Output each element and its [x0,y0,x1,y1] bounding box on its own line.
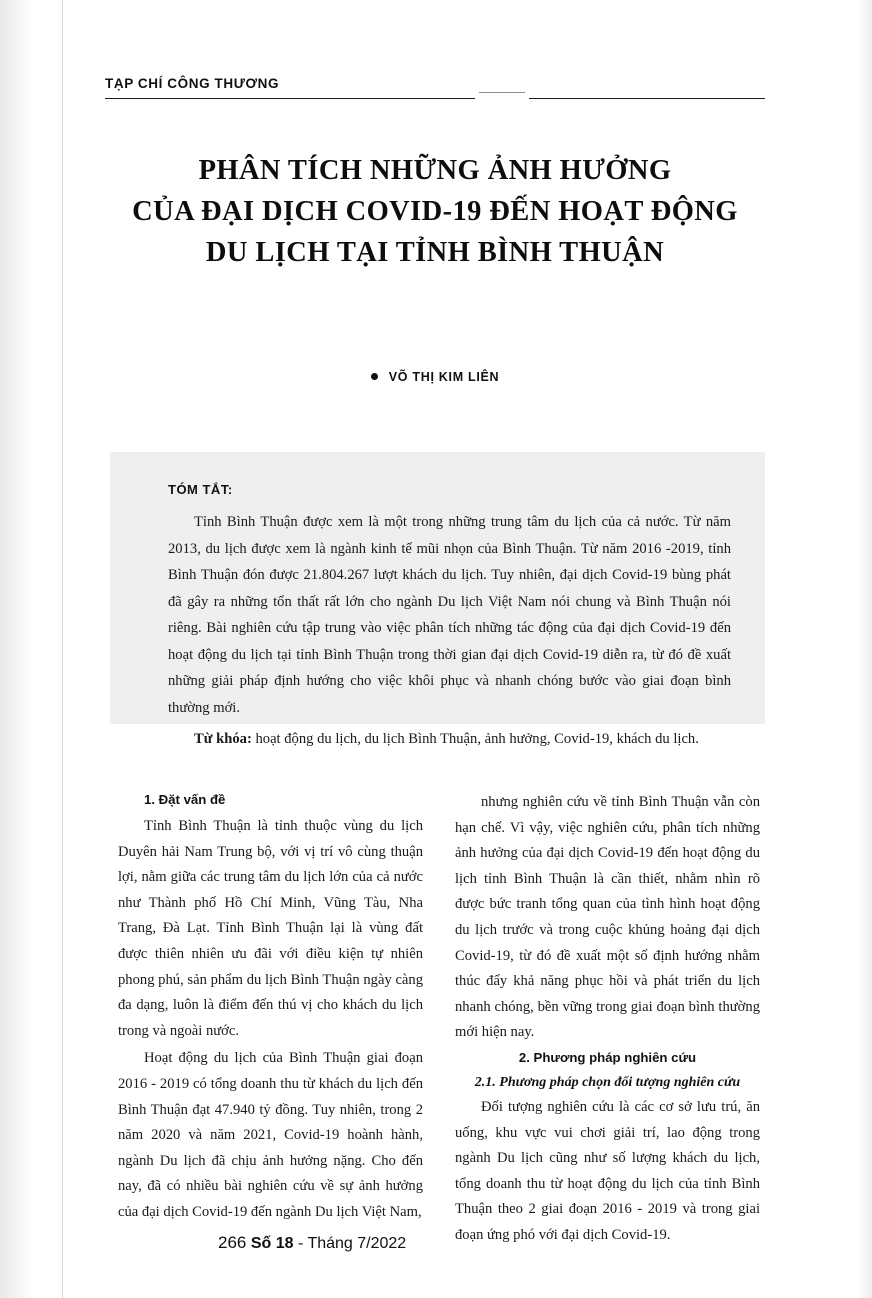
journal-name: TẠP CHÍ CÔNG THƯƠNG [105,76,280,91]
paragraph-right-1: nhưng nghiên cứu về tỉnh Bình Thuận vẫn còn hạn chế. Vì vậy, việc nghiên cứu, phân tích những ảnh hưởng của đại dịch Covid-19 đến hoạt động du lịch tỉnh Bình Thuận là cần thiết, nhằm nhìn rõ được bức tranh tổng quan của tình hình hoạt động du lịch trước và trong cuộc khủng hoảng đại dịch Covid-19, từ đó đề xuất một số định hướng nhằm thúc đẩy khả năng phục hồi và phát triển du lịch nhanh chóng, bền vững trong giai đoạn bình thường mới hiện nay. [455,794,760,1041]
page-footer [218,1233,406,1253]
abstract-box [110,452,765,747]
author-name: VÕ THỊ KIM LIÊN [388,370,500,384]
section-heading-1: 1. Đặt vấn đề [144,792,226,807]
keywords-text: hoạt động du lịch, du lịch Bình Thuận, ảnh hưởng, Covid-19, khách du lịch. [251,731,699,747]
abstract-heading: TÓM TẮT: [168,482,233,497]
section-heading-2: 2. Phương pháp nghiên cứu [518,1049,697,1065]
header-rule-dash [479,92,525,93]
abstract-keywords [168,726,731,753]
footer-page-number: 266 [218,1233,247,1252]
title-line-2: CỦA ĐẠI DỊCH COVID-19 ĐẾN HOẠT ĐỘNG [132,196,738,227]
paragraph-left-1: Tỉnh Bình Thuận là tỉnh thuộc vùng du lịch Duyên hải Nam Trung bộ, với vị trí vô cùng thuận lợi, nằm giữa các trung tâm du lịch lớn của cả nước như Thành phố Hồ Chí Minh, Vũng Tàu, Nha Trang, Đà Lạt. Tỉnh Bình Thuận lại là vùng đất được thiên nhiên ưu đãi với điều kiện tự nhiên phong phú, sản phẩm du lịch Bình Thuận ngày càng đa dạng, luôn là điểm đến thú vị cho khách du lịch trong và ngoài nước. [118,818,423,1039]
keywords-label: Từ khóa: [194,731,252,747]
paragraph-left-2: Hoạt động du lịch của Bình Thuận giai đoạn 2016 - 2019 có tổng doanh thu từ khách du lịch đến Bình Thuận đạt 47.940 tỷ đồng. Tuy nhiên, trong 2 năm 2020 và năm 2021, Covid-19 hoành hành, ngành Du lịch đã chịu ảnh hưởng nặng. Cho đến nay, đã có nhiều bài nghiên cứu về sự ảnh hưởng của đại dịch Covid-19 đến ngành Du lịch Việt Nam, [118,1050,423,1220]
column-right [455,790,760,1251]
subsection-heading-2-1: 2.1. Phương pháp chọn đối tượng nghiên cứu [474,1074,741,1090]
author-block [105,368,765,386]
article-title [105,150,765,273]
scan-right-shadow [858,0,872,1298]
title-line-3: DU LỊCH TẠI TỈNH BÌNH THUẬN [205,237,665,268]
paragraph-right-2: Đối tượng nghiên cứu là các cơ sở lưu trú, ăn uống, khu vực vui chơi giải trí, lao động trong ngành Du lịch cũng như số lượng khách du lịch, tổng doanh thu từ hoạt động du lịch của tỉnh Bình Thuận theo 2 giai đoạn 2016 - 2019 và trong giai đoạn ứng phó với đại dịch Covid-19. [455,1098,760,1243]
column-left [118,790,423,1228]
page-content [105,0,765,1298]
header-rule [105,98,765,99]
title-line-1: PHÂN TÍCH NHỮNG ẢNH HƯỞNG [198,155,672,186]
bullet-icon [371,373,378,380]
header-rule-gap [475,96,529,100]
scan-left-margin-line [62,0,63,1298]
footer-issue: Số 18 [250,1235,294,1252]
scan-left-shadow [0,0,34,1298]
abstract-text: Tỉnh Bình Thuận được xem là một trong những trung tâm du lịch của cả nước. Từ năm 2013, du lịch được xem là ngành kinh tế mũi nhọn của Bình Thuận. Từ năm 2016 -2019, tỉnh Bình Thuận đón được 21.804.267 lượt khách du lịch. Tuy nhiên, đại dịch Covid-19 bùng phát đã gây ra những tổn thất rất lớn cho ngành Du lịch Việt Nam nói chung và Bình Thuận nói riêng. Bài nghiên cứu tập trung vào việc phân tích những tác động của đại dịch Covid-19 đến hoạt động du lịch tại tỉnh Bình Thuận trong thời gian đại dịch Covid-19 diễn ra, từ đó đề xuất những giải pháp định hướng cho việc khôi phục và nhanh chóng bước vào giai đoạn bình thường mới. [168,514,731,716]
footer-date: - Tháng 7/2022 [293,1235,407,1252]
running-header [105,68,765,96]
